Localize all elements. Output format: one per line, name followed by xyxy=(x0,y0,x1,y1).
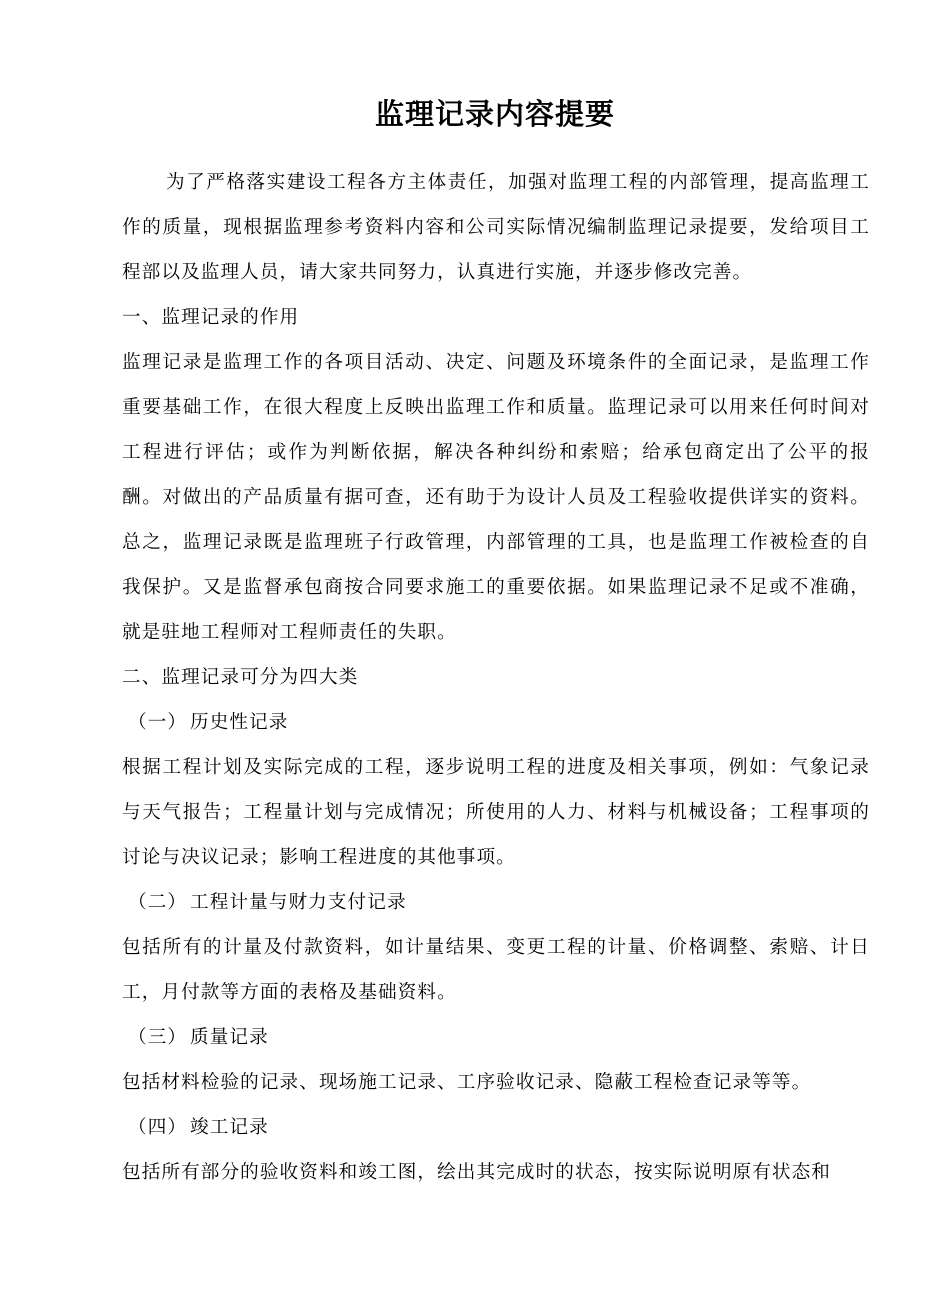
subsection-body-1: 根据工程计划及实际完成的工程，逐步说明工程的进度及相关事项，例如：气象记录与天气报告；工程量计划与完成情况；所使用的人力、材料与机械设备；工程事项的讨论与决议记录；影响工程进度的其他事项。 xyxy=(122,757,870,868)
document-body xyxy=(122,160,870,1195)
section-heading-2: 二、监理记录可分为四大类 xyxy=(122,667,359,688)
subsection-heading-1 xyxy=(122,700,870,745)
subsection-label: （三） xyxy=(128,1027,188,1048)
subsection-body-4: 包括所有部分的验收资料和竣工图，绘出其完成时的状态，按实际说明原有状态和 xyxy=(122,1162,831,1183)
intro-paragraph: 为了严格落实建设工程各方主体责任，加强对监理工程的内部管理，提高监理工作的质量，现根据监理参考资料内容和公司实际情况编制监理记录提要，发给项目工程部以及监理人员，请大家共同努力，认真进行实施，并逐步修改完善。 xyxy=(122,172,870,283)
document-title: 监理记录内容提要 xyxy=(374,97,615,131)
subsection-body-3: 包括材料检验的记录、现场施工记录、工序验收记录、隐蔽工程检查记录等等。 xyxy=(122,1072,812,1093)
section-body-1: 监理记录是监理工作的各项目活动、决定、问题及环境条件的全面记录，是监理工作重要基础工作，在很大程度上反映出监理工作和质量。监理记录可以用来任何时间对工程进行评估；或作为判断依据，解决各种纠纷和索赔；给承包商定出了公平的报酬。对做出的产品质量有据可查，还有助于为设计人员及工程验收提供详实的资料。总之，监理记录既是监理班子行政管理，内部管理的工具，也是监理工作被检查的自我保护。又是监督承包商按合同要求施工的重要依据。如果监理记录不足或不准确，就是驻地工程师对工程师责任的失职。 xyxy=(122,352,870,643)
subsection-label: （一） xyxy=(128,712,188,733)
subsection-title: 工程计量与财力支付记录 xyxy=(190,892,407,913)
subsection-title: 历史性记录 xyxy=(190,712,289,733)
section-heading-1: 一、监理记录的作用 xyxy=(122,307,300,328)
subsection-title: 质量记录 xyxy=(190,1027,269,1048)
subsection-heading-3 xyxy=(122,1015,870,1060)
subsection-title: 竣工记录 xyxy=(190,1117,269,1138)
subsection-heading-2 xyxy=(122,880,870,925)
subsection-label: （二） xyxy=(128,892,188,913)
subsection-heading-4 xyxy=(122,1105,870,1150)
subsection-label: （四） xyxy=(128,1117,188,1138)
subsection-body-2: 包括所有的计量及付款资料，如计量结果、变更工程的计量、价格调整、索赔、计日工，月付款等方面的表格及基础资料。 xyxy=(122,937,870,1003)
